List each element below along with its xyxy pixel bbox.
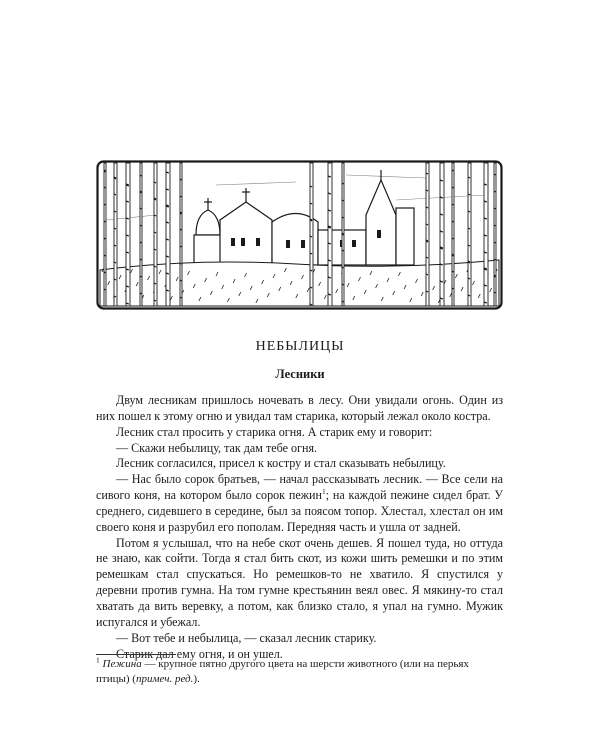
birch-trunk <box>452 163 454 306</box>
paragraph: Потом я услышал, что на небе скот очень дешев. Я пошел туда, но оттуда не знаю, как сойти. Тогда я стал бить скот, из кожи шить ремешки и по этим ремешкам стал спускаться. Но ремешков-то не хватило. Я спустился у деревни против гумна. На том гумне крестьянин веял овес. Я мякину-то стал хватать да вить веревку, а потом, как близко стало, я упал на гумно. Мужик испугался и убежал. <box>96 535 503 629</box>
birch-trunk <box>310 163 313 306</box>
paragraph: Лесник согласился, присел к костру и стал сказывать небылицу. <box>116 456 446 471</box>
birch-trunk <box>426 163 429 306</box>
footnote-divider <box>96 654 176 655</box>
birch-trunk <box>166 163 170 306</box>
paragraph: Старик дал ему огня, и он ушел. <box>116 646 283 661</box>
birch-trunk <box>180 163 182 306</box>
footnote-term: Пежина <box>102 658 142 670</box>
section-title: Лесники <box>275 367 325 381</box>
birch-trunk <box>328 163 332 306</box>
footnote-number: 1 <box>96 655 100 665</box>
footnote-text: — крупное пятно другого цвета на шерсти животного (или на перьях птицы) ( <box>96 658 469 685</box>
paragraph-text: на каждой пежине сидел брат. У среднего, сидевшего в середине, был за поясом топор. Хлестал, хлестал он им своего коня и разрубил его пополам. Передняя часть и ушла от задней. <box>96 488 503 534</box>
birch-trunk <box>154 163 157 306</box>
paragraph-text: — Нас было сорок братьев, — начал рассказывать лесник. — Все сели на сивого коня, на котором было сорок пежин <box>96 472 503 503</box>
birch-trunk <box>494 163 496 306</box>
birch-trunk <box>468 163 471 306</box>
footnote-marker[interactable]: 1 <box>321 487 326 497</box>
paragraph: — Скажи небылицу, так дам тебе огня. <box>116 440 318 455</box>
paragraph: Двум лесникам пришлось ночевать в лесу. Они увидали огонь. Один из них пошел к этому огню и увидал там старика, который лежал около костра. <box>96 393 503 423</box>
footnote-close: ). <box>193 673 200 685</box>
birch-trunk <box>440 163 444 306</box>
chapter-title: НЕБЫЛИЦЫ <box>255 339 345 354</box>
paragraph: Лесник стал просить у старика огня. А старик ему и говорит: <box>116 424 433 439</box>
paragraph-with-footnote: — Нас было сорок братьев, — начал рассказывать лесник. — Все сели на сивого коня, на котором было сорок пежин$^1$; на каждой пежине сидел брат. У среднего, сидевшего в середине, был за поясом топор. Хлестал, хлестал он им своего коня и разрубил его пополам. Передняя часть и ушла от задней. <box>96 472 503 534</box>
forest-church-illustration <box>96 160 503 310</box>
footnote <box>96 657 503 687</box>
birch-trunk <box>114 163 117 306</box>
birch-trunk <box>104 163 106 306</box>
editor-note: примеч. ред. <box>135 673 194 685</box>
church-building <box>194 170 414 265</box>
paragraph: — Вот тебе и небылица, — сказал лесник старику. <box>116 630 377 645</box>
birch-trunk <box>140 163 142 306</box>
